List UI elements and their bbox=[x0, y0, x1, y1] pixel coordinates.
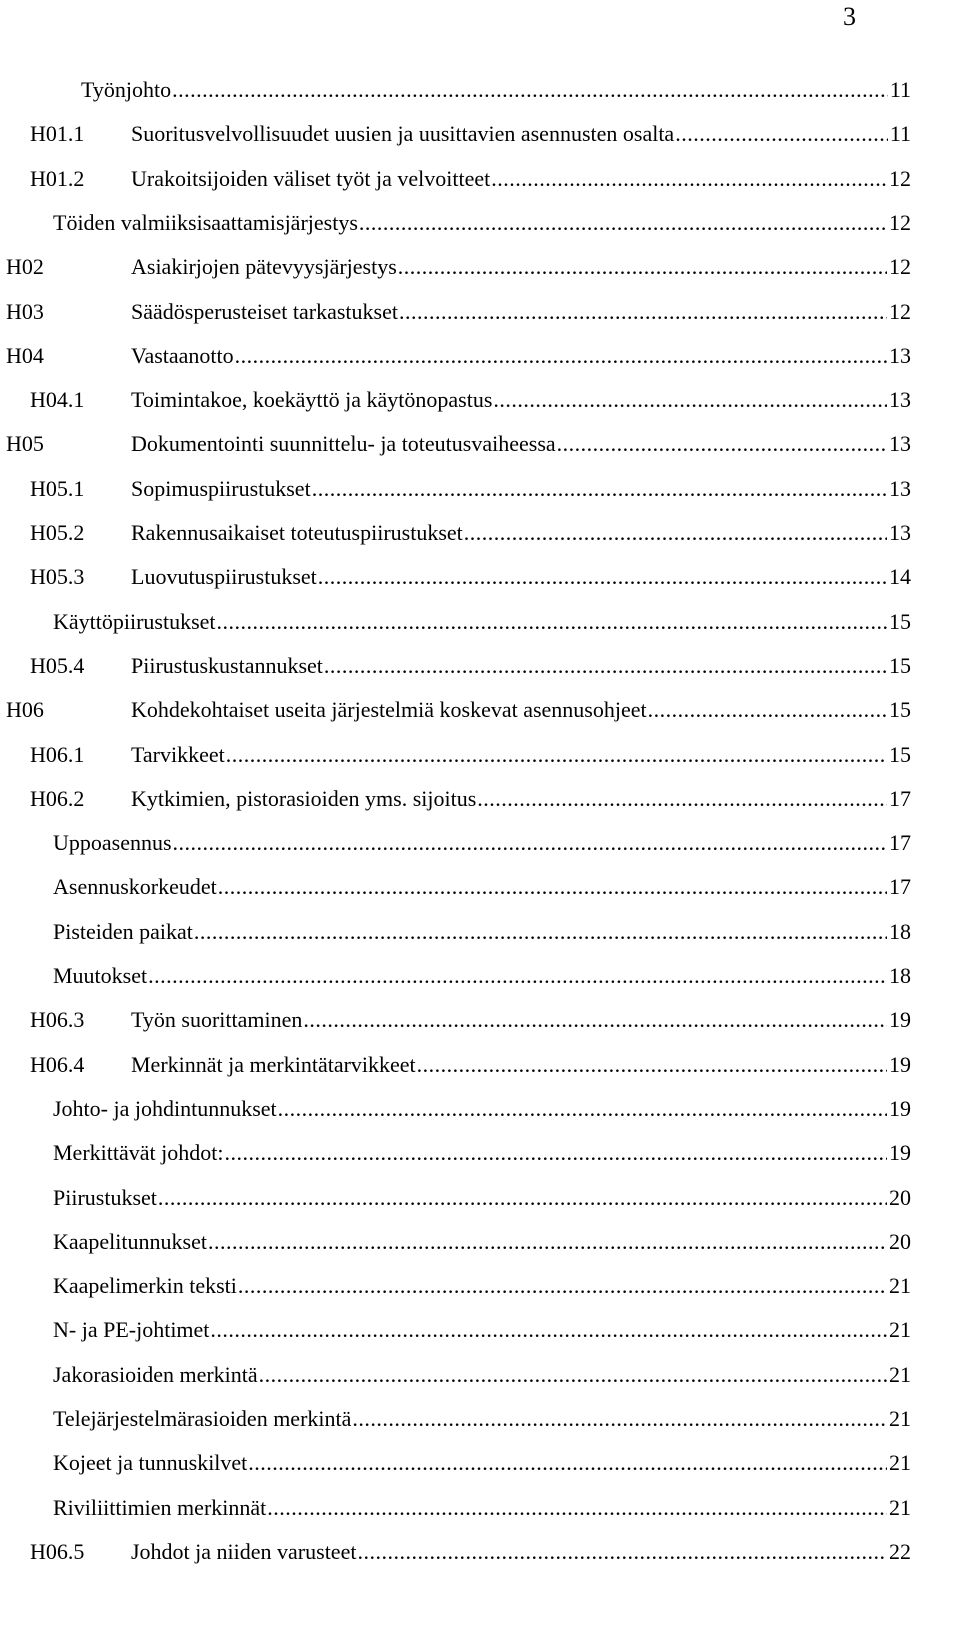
toc-entry-title: Työn suorittaminen bbox=[131, 1007, 303, 1033]
toc-entry-title: Sopimuspiirustukset bbox=[131, 475, 311, 501]
toc-entry-code: H06.4 bbox=[30, 1051, 85, 1077]
toc-entry[interactable] bbox=[0, 117, 960, 151]
toc-entry-code: H03 bbox=[6, 298, 44, 324]
toc-entry[interactable] bbox=[0, 516, 960, 550]
toc-entry-page: 21 bbox=[889, 1406, 911, 1431]
toc-entry[interactable] bbox=[0, 1003, 960, 1037]
toc-entry[interactable] bbox=[0, 339, 960, 373]
toc-dot-leader bbox=[218, 870, 887, 904]
toc-entry-title: Rakennusaikaiset toteutuspiirustukset bbox=[131, 520, 463, 545]
toc-entry-code: H06.5 bbox=[30, 1538, 85, 1564]
toc-entry-title: Säädösperusteiset tarkastukset bbox=[131, 298, 398, 324]
toc-dot-leader bbox=[259, 1358, 887, 1392]
toc-entry-page: 13 bbox=[889, 342, 911, 368]
toc-dot-leader bbox=[194, 915, 887, 949]
toc-dot-leader bbox=[226, 738, 887, 772]
toc-entry[interactable] bbox=[0, 295, 960, 329]
toc-entry-title: Pisteiden paikat bbox=[53, 918, 193, 944]
toc-entry-title: Luovutuspiirustukset bbox=[131, 564, 317, 590]
toc-entry-code: H06 bbox=[6, 697, 44, 723]
toc-entry[interactable] bbox=[0, 250, 960, 284]
toc-entry[interactable] bbox=[0, 1225, 960, 1259]
toc-dot-leader bbox=[303, 1003, 887, 1037]
toc-entry-page: 21 bbox=[889, 1450, 911, 1476]
toc-entry-page: 12 bbox=[889, 254, 911, 280]
toc-dot-leader bbox=[675, 117, 888, 151]
toc-dot-leader bbox=[278, 1092, 887, 1126]
toc-dot-leader bbox=[417, 1048, 887, 1082]
toc-entry-title: Vastaanotto bbox=[131, 342, 234, 368]
toc-entry-page: 15 bbox=[889, 741, 911, 767]
toc-entry-page: 13 bbox=[889, 387, 911, 413]
toc-entry-code: H01.1 bbox=[30, 121, 85, 147]
toc-dot-leader bbox=[357, 1535, 887, 1569]
toc-entry-code: H05.4 bbox=[30, 652, 85, 678]
toc-entry-title: Merkinnät ja merkintätarvikkeet bbox=[131, 1051, 416, 1077]
toc-entry[interactable] bbox=[0, 1136, 960, 1170]
toc-entry-title: Kohdekohtaiset useita järjestelmiä koskevat asennusohjeet bbox=[131, 697, 647, 723]
toc-entry-page: 19 bbox=[889, 1007, 911, 1033]
toc-dot-leader bbox=[318, 560, 887, 594]
toc-entry-page: 19 bbox=[889, 1095, 911, 1121]
toc-entry-title: Töiden valmiiksisaattamisjärjestys bbox=[53, 209, 358, 235]
toc-entry-title: Kaapelitunnukset bbox=[53, 1228, 207, 1254]
toc-entry-page: 21 bbox=[889, 1273, 911, 1299]
toc-entry-title: Johdot ja niiden varusteet bbox=[131, 1538, 357, 1564]
toc-entry-page: 20 bbox=[889, 1184, 911, 1210]
toc-entry-code: H04 bbox=[6, 342, 44, 368]
toc-entry[interactable] bbox=[0, 1313, 960, 1347]
toc-dot-leader bbox=[324, 649, 887, 683]
toc-entry-code: H01.2 bbox=[30, 165, 85, 191]
toc-dot-leader bbox=[148, 959, 887, 993]
toc-entry-title: Käyttöpiirustukset bbox=[53, 608, 216, 634]
toc-entry[interactable] bbox=[0, 472, 960, 506]
toc-entry-title: Toimintakoe, koekäyttö ja käytönopastus bbox=[131, 387, 493, 413]
toc-entry-title: Uppoasennus bbox=[53, 830, 172, 856]
toc-entry[interactable] bbox=[0, 738, 960, 772]
toc-dot-leader bbox=[224, 1136, 887, 1170]
toc-entry-page: 13 bbox=[889, 475, 911, 501]
toc-entry-page: 17 bbox=[889, 874, 911, 900]
toc-entry-title: Dokumentointi suunnittelu- ja toteutusvaiheessa bbox=[131, 431, 556, 457]
toc-entry-code: H05.1 bbox=[30, 475, 85, 501]
toc-entry[interactable] bbox=[0, 1446, 960, 1480]
toc-entry-title: Kaapelimerkin teksti bbox=[53, 1273, 237, 1299]
toc-entry-title: Kojeet ja tunnuskilvet bbox=[53, 1450, 248, 1476]
toc-entry-page: 14 bbox=[889, 564, 911, 590]
toc-entry[interactable] bbox=[0, 1048, 960, 1082]
toc-dot-leader bbox=[210, 1313, 887, 1347]
toc-dot-leader bbox=[158, 1181, 887, 1215]
toc-entry[interactable] bbox=[0, 959, 960, 993]
toc-entry-page: 13 bbox=[889, 431, 911, 457]
toc-dot-leader bbox=[235, 339, 887, 373]
toc-entry-page: 15 bbox=[889, 697, 911, 723]
toc-entry[interactable] bbox=[0, 826, 960, 860]
toc-entry-page: 12 bbox=[889, 165, 911, 191]
toc-entry[interactable] bbox=[0, 1535, 960, 1569]
toc-entry-page: 15 bbox=[889, 652, 911, 678]
toc-entry[interactable] bbox=[0, 693, 960, 727]
toc-dot-leader bbox=[267, 1491, 887, 1525]
toc-entry[interactable] bbox=[0, 162, 960, 196]
toc-entry-page: 13 bbox=[889, 520, 911, 545]
toc-dot-leader bbox=[248, 1446, 887, 1480]
toc-dot-leader bbox=[399, 295, 887, 329]
toc-dot-leader bbox=[398, 250, 887, 284]
page-number: 3 bbox=[843, 2, 856, 31]
toc-entry-code: H06.3 bbox=[30, 1007, 85, 1033]
toc-entry[interactable] bbox=[0, 1402, 960, 1436]
toc-entry[interactable] bbox=[0, 1491, 960, 1525]
toc-entry-title: Suoritusvelvollisuudet uusien ja uusittavien asennusten osalta bbox=[131, 121, 675, 147]
toc-entry-page: 11 bbox=[889, 77, 911, 102]
toc-entry-title: Johto- ja johdintunnukset bbox=[53, 1095, 277, 1121]
toc-entry-page: 21 bbox=[889, 1361, 911, 1387]
toc-entry-title: Piirustukset bbox=[53, 1184, 157, 1210]
toc-entry[interactable] bbox=[0, 383, 960, 417]
toc-entry-page: 21 bbox=[889, 1317, 911, 1343]
toc-entry-title: Jakorasioiden merkintä bbox=[53, 1361, 258, 1387]
toc-entry-page: 18 bbox=[889, 963, 911, 988]
toc-dot-leader bbox=[238, 1269, 887, 1303]
toc-entry-title: N- ja PE-johtimet bbox=[53, 1317, 210, 1343]
toc-entry-page: 22 bbox=[889, 1538, 911, 1564]
toc-entry[interactable] bbox=[0, 1269, 960, 1303]
toc-entry[interactable] bbox=[0, 1358, 960, 1392]
toc-entry-title: Tarvikkeet bbox=[131, 741, 225, 767]
toc-dot-leader bbox=[217, 605, 887, 639]
toc-entry-title: Asennuskorkeudet bbox=[53, 874, 217, 900]
toc-entry-code: H04.1 bbox=[30, 387, 85, 413]
toc-dot-leader bbox=[477, 782, 887, 816]
toc-entry-title: Merkittävät johdot: bbox=[53, 1140, 224, 1166]
toc-entry-title: Piirustuskustannukset bbox=[131, 652, 323, 678]
toc-entry-title: Urakoitsijoiden väliset työt ja velvoitteet bbox=[131, 165, 491, 191]
toc-entry-code: H02 bbox=[6, 254, 44, 280]
toc-dot-leader bbox=[491, 162, 887, 196]
toc-dot-leader bbox=[172, 73, 888, 107]
toc-entry-page: 17 bbox=[889, 830, 911, 856]
toc-entry-title: Telejärjestelmärasioiden merkintä bbox=[53, 1406, 352, 1431]
toc-entry-page: 21 bbox=[889, 1494, 911, 1520]
toc-entry-title: Asiakirjojen pätevyysjärjestys bbox=[131, 254, 397, 280]
toc-entry-page: 15 bbox=[889, 608, 911, 634]
toc-dot-leader bbox=[493, 383, 887, 417]
toc-entry[interactable] bbox=[0, 560, 960, 594]
toc-dot-leader bbox=[312, 472, 887, 506]
toc-entry-page: 19 bbox=[889, 1140, 911, 1166]
toc-dot-leader bbox=[648, 693, 887, 727]
toc-entry[interactable] bbox=[0, 73, 960, 107]
toc-entry[interactable] bbox=[0, 649, 960, 683]
toc-dot-leader bbox=[352, 1402, 887, 1436]
toc-entry[interactable] bbox=[0, 915, 960, 949]
toc-entry-page: 20 bbox=[889, 1228, 911, 1254]
toc-dot-leader bbox=[173, 826, 887, 860]
toc-entry-page: 17 bbox=[889, 785, 911, 811]
toc-entry-title: Työnjohto bbox=[81, 77, 172, 102]
toc-entry[interactable] bbox=[0, 782, 960, 816]
toc-dot-leader bbox=[208, 1225, 887, 1259]
toc-entry[interactable] bbox=[0, 605, 960, 639]
toc-entry-page: 12 bbox=[889, 209, 911, 235]
toc-dot-leader bbox=[557, 427, 887, 461]
toc-entry[interactable] bbox=[0, 870, 960, 904]
toc-entry[interactable] bbox=[0, 206, 960, 240]
toc-entry[interactable] bbox=[0, 1092, 960, 1126]
toc-entry-code: H06.1 bbox=[30, 741, 85, 767]
toc-entry-title: Riviliittimien merkinnät bbox=[53, 1494, 267, 1520]
toc-entry[interactable] bbox=[0, 427, 960, 461]
toc-entry-code: H05.2 bbox=[30, 520, 85, 545]
toc-entry-page: 12 bbox=[889, 298, 911, 324]
toc-dot-leader bbox=[359, 206, 887, 240]
toc-entry-page: 19 bbox=[889, 1051, 911, 1077]
toc-entry-page: 11 bbox=[889, 121, 911, 147]
toc-entry-title: Muutokset bbox=[53, 963, 148, 988]
toc-entry-page: 18 bbox=[889, 918, 911, 944]
toc-entry-code: H05 bbox=[6, 431, 44, 457]
toc-entry-code: H06.2 bbox=[30, 785, 85, 811]
toc-entry-title: Kytkimien, pistorasioiden yms. sijoitus bbox=[131, 785, 477, 811]
toc-entry-code: H05.3 bbox=[30, 564, 85, 590]
toc-dot-leader bbox=[464, 516, 887, 550]
toc-entry[interactable] bbox=[0, 1181, 960, 1215]
